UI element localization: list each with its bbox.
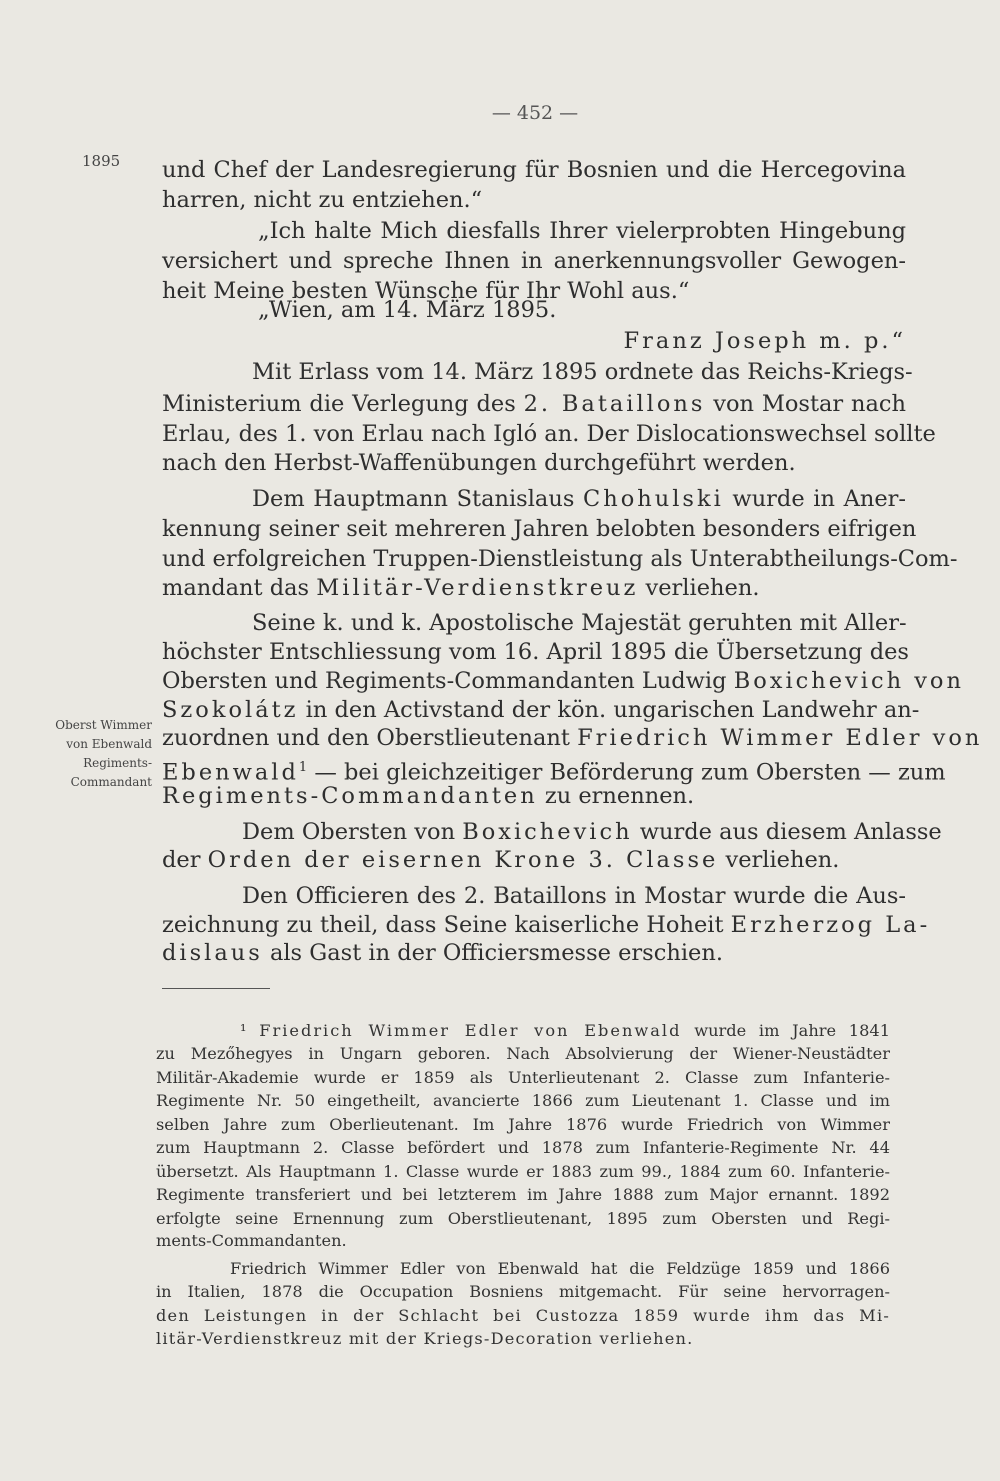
text-run: verliehen.	[718, 847, 840, 873]
text-run-spaced: 2. Bataillons	[523, 391, 706, 417]
footnote-marker: 1	[298, 760, 308, 775]
text-run-spaced: Orden der eisernen Krone 3. Classe	[207, 847, 719, 873]
text-run-spaced: Friedrich Wimmer Edler von	[577, 725, 983, 751]
text-run: mandant das	[162, 575, 317, 601]
body-line	[162, 695, 920, 725]
text-run: Ministerium die Verlegung des	[162, 391, 524, 417]
text-run: verliehen.	[638, 575, 760, 601]
text-run: zu ernennen.	[537, 783, 695, 809]
text-run: zuordnen und den Oberstlieutenant	[162, 725, 578, 751]
body-line: „Wien, am 14. März 1895.	[258, 297, 557, 323]
text-run: zeichnung zu theil, dass Seine kaiserliche Hoheit	[162, 912, 731, 938]
body-line: heit Meine besten Wünsche für Ihr Wohl aus.“	[162, 278, 690, 304]
text-run: wurde in Aner-	[723, 486, 906, 512]
footnote-line: selben Jahre zum Oberlieutenant. Im Jahre 1876 wurde Friedrich von Wimmer	[156, 1115, 890, 1134]
footnote-line: ments-Commandanten.	[156, 1231, 347, 1250]
body-line: und erfolgreichen Truppen-Dienstleistung als Unterabtheilungs-Com-	[162, 546, 958, 572]
footnote-line: litär-Verdienstkreuz mit der Kriegs-Decoration verliehen.	[156, 1329, 694, 1348]
page-number: — 452 —	[491, 102, 579, 124]
footnote-line: den Leistungen in der Schlacht bei Custozza 1859 wurde ihm das Mi-	[156, 1306, 890, 1325]
margin-note	[28, 716, 152, 792]
text-run-spaced: Boxichevich	[462, 819, 633, 845]
text-run-spaced: Chohulski	[583, 486, 724, 512]
text-run-spaced: dislaus	[162, 940, 263, 966]
text-run: — bei gleichzeitiger Beförderung zum Obersten — zum	[307, 759, 946, 786]
text-run: ¹	[240, 1021, 260, 1040]
body-line: und Chef der Landesregierung für Bosnien und die Hercegovina	[162, 157, 906, 183]
body-line	[162, 666, 964, 696]
signature-line: Franz Joseph m. p.“	[623, 328, 906, 354]
body-line	[252, 484, 906, 514]
body-line: „Ich halte Mich diesfalls Ihrer vielerprobten Hingebung	[258, 218, 906, 244]
footnote-line: erfolgte seine Ernennung zum Oberstlieutenant, 1895 zum Obersten und Regi-	[156, 1209, 890, 1228]
body-line	[162, 910, 931, 940]
text-run-spaced: Boxichevich von	[733, 668, 964, 694]
text-run: Dem Hauptmann Stanislaus	[252, 486, 583, 512]
text-run-spaced: Militär-Verdienstkreuz	[316, 575, 639, 601]
footnote-line	[240, 1019, 890, 1043]
body-line	[162, 938, 906, 968]
text-run: wurde im Jahre 1841	[681, 1021, 890, 1040]
body-line	[162, 573, 906, 603]
body-line: Erlau, des 1. von Erlau nach Igló an. Der Dislocationswechsel sollte	[162, 421, 936, 447]
body-line: Seine k. und k. Apostolische Majestät geruhten mit Aller-	[252, 610, 907, 636]
text-run: Obersten und Regiments-Commandanten Ludwig	[162, 668, 734, 694]
text-run-spaced: Ebenwald	[162, 759, 299, 786]
text-run: als Gast in der Officiersmesse erschien.	[262, 940, 723, 966]
footnote-line: Regimente Nr. 50 eingetheilt, avancierte 1866 zum Lieutenant 1. Classe und im	[156, 1091, 890, 1110]
body-line: höchster Entschliessung vom 16. April 1895 die Übersetzung des	[162, 639, 909, 665]
footnote-line: zu Mezőhegyes in Ungarn geboren. Nach Absolvierung der Wiener-Neustädter	[156, 1044, 890, 1063]
margin-note-line: von Ebenwald	[66, 737, 152, 751]
text-run: der	[162, 847, 208, 873]
body-line	[162, 845, 906, 875]
footnote-line: zum Hauptmann 2. Classe befördert und 1878 zum Infanterie-Regimente Nr. 44	[156, 1138, 890, 1157]
body-line: Mit Erlass vom 14. März 1895 ordnete das Reichs-Kriegs-	[252, 359, 913, 385]
body-line: Den Officieren des 2. Bataillons in Mostar wurde die Aus-	[242, 883, 906, 909]
text-run-spaced: Regiments-Commandanten	[162, 783, 538, 809]
footnote-rule	[162, 988, 270, 989]
body-line: kennung seiner seit mehreren Jahren belobten besonders eifrigen	[162, 516, 917, 542]
margin-note-line: Commandant	[70, 775, 152, 789]
footnote-line: Militär-Akademie wurde er 1859 als Unterlieutenant 2. Classe zum Infanterie-	[156, 1068, 890, 1087]
footnote-line: übersetzt. Als Hauptmann 1. Classe wurde er 1883 zum 99., 1884 zum 60. Infanterie-	[156, 1162, 890, 1181]
body-line	[242, 817, 942, 847]
margin-year: 1895	[82, 152, 121, 170]
text-run: in den Activstand der kön. ungarischen Landwehr an-	[298, 697, 920, 723]
body-line: nach den Herbst-Waffenübungen durchgeführt werden.	[162, 450, 796, 476]
text-run: wurde aus diesem Anlasse	[632, 819, 942, 845]
text-run-spaced: Szokolátz	[162, 697, 299, 723]
text-run-spaced: Friedrich Wimmer Edler von Ebenwald	[259, 1021, 682, 1040]
footnote-line: in Italien, 1878 die Occupation Bosniens mitgemacht. Für seine hervorragen-	[156, 1282, 890, 1301]
footnote-line: Friedrich Wimmer Edler von Ebenwald hat die Feldzüge 1859 und 1866	[230, 1259, 890, 1278]
margin-note-line: Oberst Wimmer	[55, 718, 152, 732]
body-line	[162, 781, 906, 811]
body-line	[162, 389, 906, 419]
footnote-line: Regimente transferiert und bei letzterem im Jahre 1888 zum Major ernannt. 1892	[156, 1185, 890, 1204]
body-line	[162, 723, 983, 753]
body-line: versichert und spreche Ihnen in anerkennungsvoller Gewogen-	[162, 248, 906, 274]
text-run: von Mostar nach	[705, 391, 906, 417]
text-run-spaced: Erzherzog La-	[730, 912, 931, 938]
body-line: harren, nicht zu entziehen.“	[162, 187, 483, 213]
text-run: Dem Obersten von	[242, 819, 463, 845]
margin-note-line: Regiments-	[83, 756, 152, 770]
